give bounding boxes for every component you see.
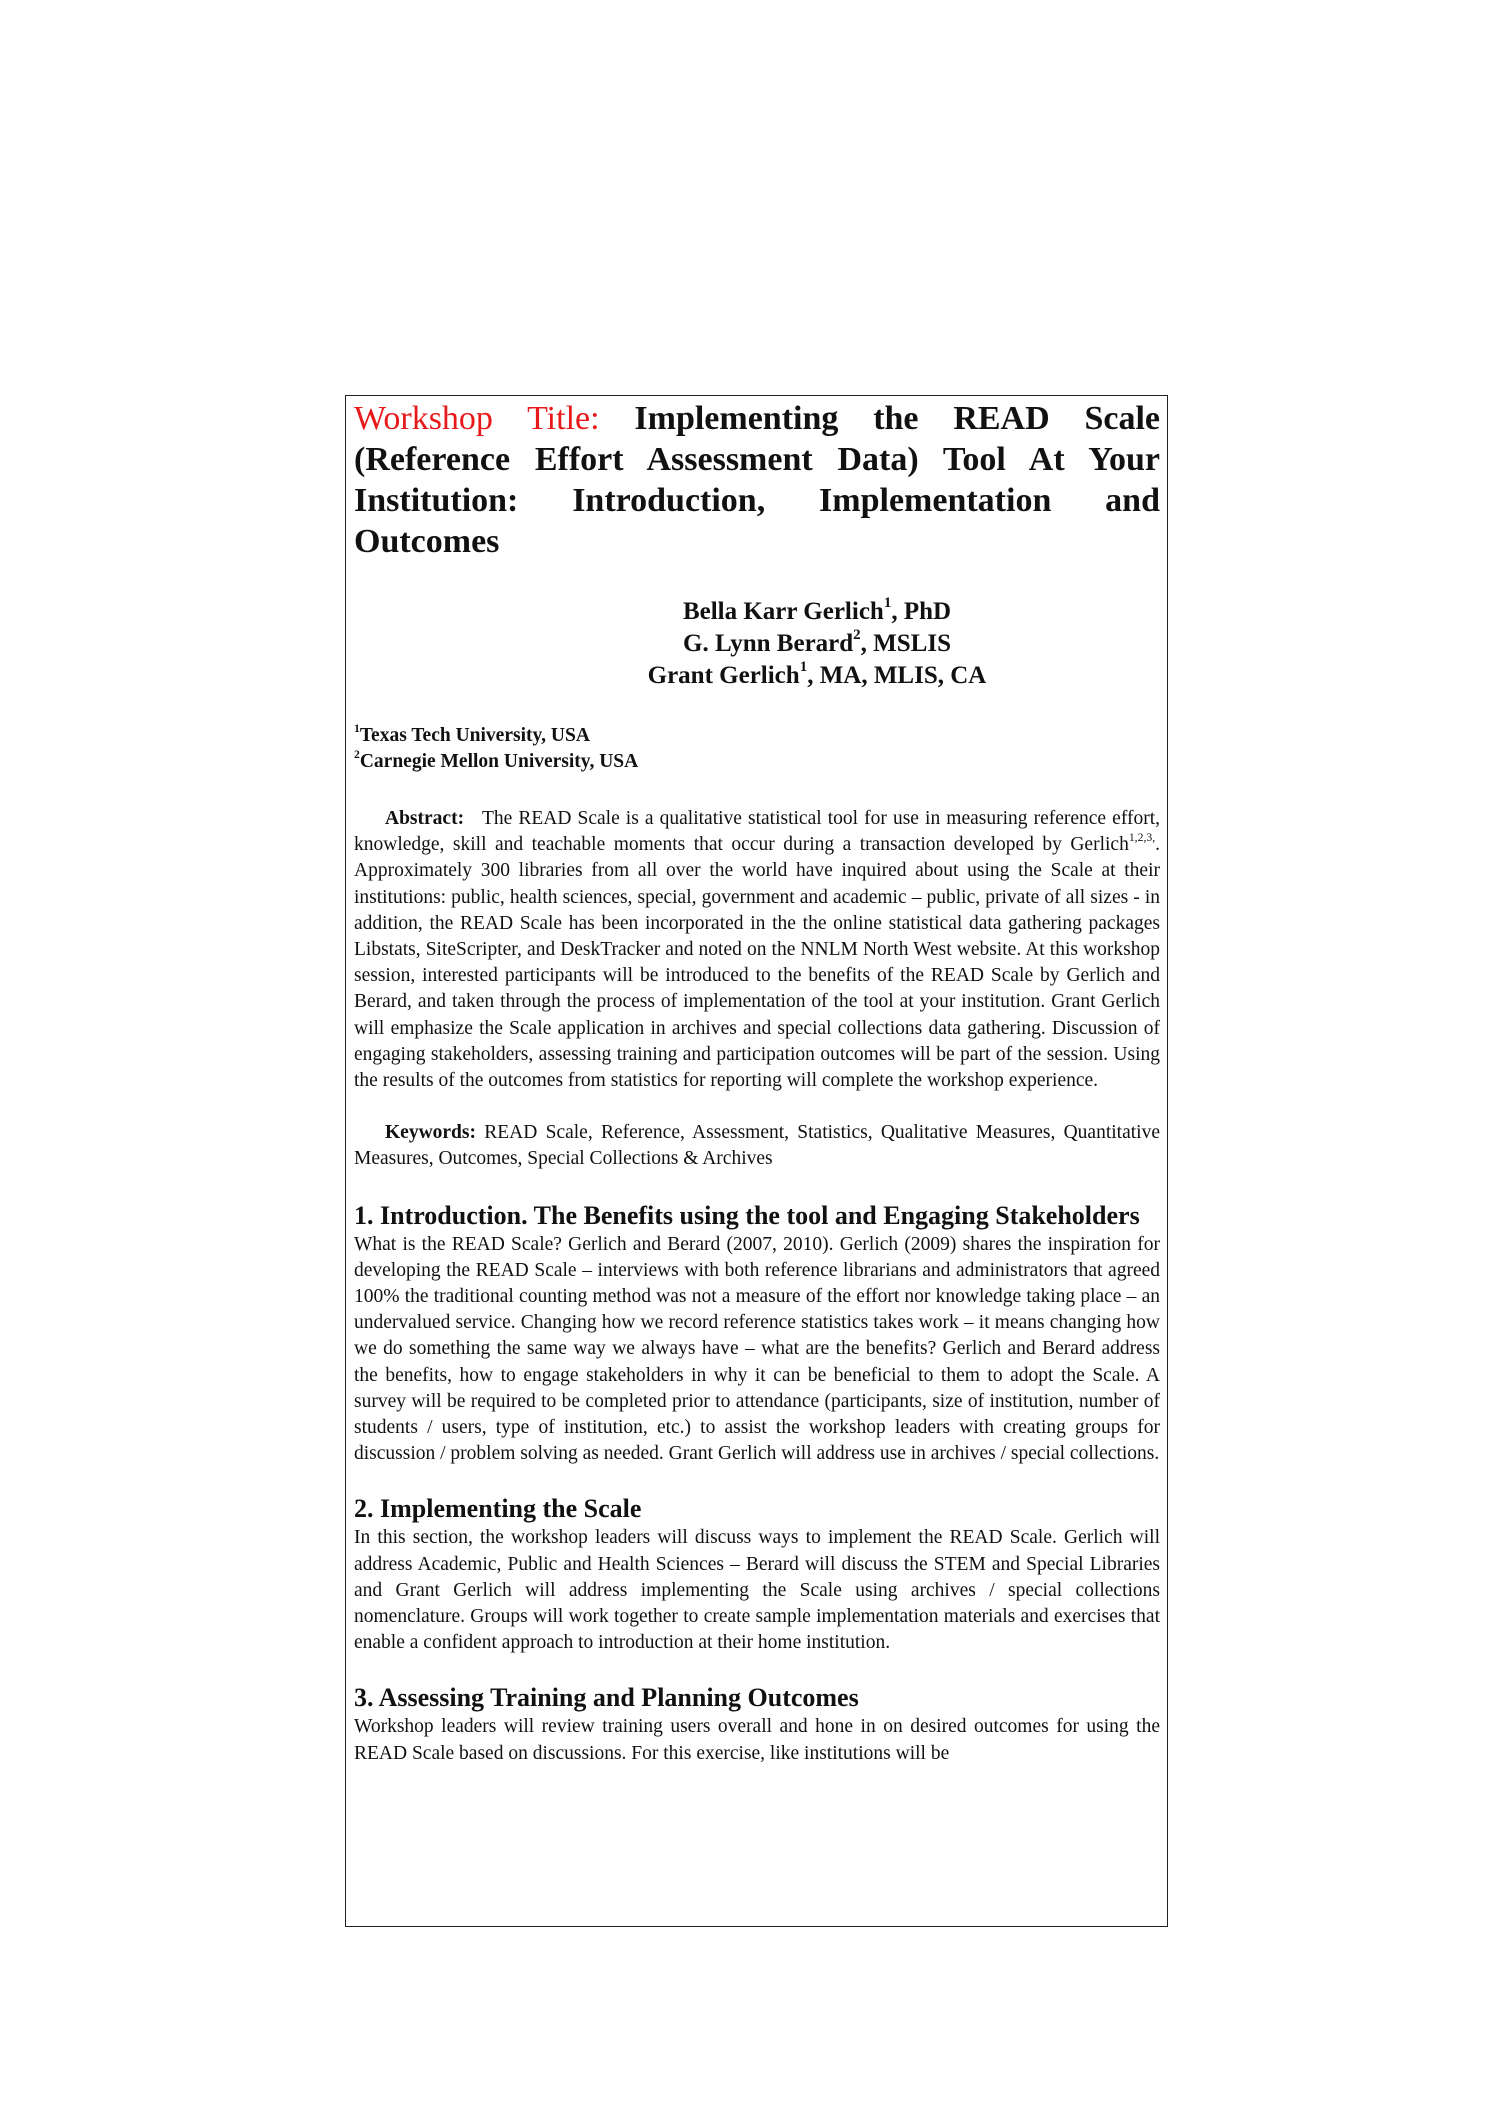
abstract-frame xyxy=(345,395,1168,1927)
affiliation-marker: 1 xyxy=(354,721,360,735)
author-affil-marker: 1 xyxy=(883,595,892,612)
affiliation-2 xyxy=(354,749,1160,775)
author-degree: , MA, MLIS, CA xyxy=(807,662,987,689)
author-3 xyxy=(474,660,1160,692)
affiliation-name: Texas Tech University, USA xyxy=(359,725,590,746)
workshop-title xyxy=(354,396,1160,562)
abstract-citation-marker: 1,2,3, xyxy=(1128,830,1156,844)
section-body-implementing: In this section, the workshop leaders will discuss ways to implement the READ Scale. Gerlich will address Academic, Public and Health Sciences – Berard will discuss the STEM and Special Libraries and Grant Gerlich will address implementing the Scale using archives / special collections nomenclature. Groups will work together to create sample implementation materials and exercises that enable a confident approach to introduction at their home institution. xyxy=(354,1527,1160,1654)
title-text: Implementing the READ Scale (Reference Effort Assessment Data) Tool At Your Institution: Introduction, Implementation and Outcomes xyxy=(354,400,1161,560)
author-degree: , MSLIS xyxy=(860,630,951,657)
section-heading-introduction: 1. Introduction. The Benefits using the tool and Engaging Stakeholders xyxy=(354,1200,1140,1230)
abstract-text-start: The READ Scale is a qualitative statistical tool for use in measuring reference effort, knowledge, skill and teachable moments that occur during a transaction developed by Gerlich xyxy=(354,808,1160,856)
section-body-assessing: Workshop leaders will review training users overall and hone in on desired outcomes for using the READ Scale based on discussions. For this exercise, like institutions will be xyxy=(354,1716,1160,1764)
author-name: G. Lynn Berard xyxy=(683,630,854,657)
abstract-paragraph xyxy=(354,806,1160,1094)
keywords-text: READ Scale, Reference, Assessment, Statistics, Qualitative Measures, Quantitative Measures, Outcomes, Special Collections & Archives xyxy=(354,1122,1160,1170)
affiliation-marker: 2 xyxy=(354,747,360,761)
section-heading-implementing: 2. Implementing the Scale xyxy=(354,1494,642,1524)
section-heading-assessing: 3. Assessing Training and Planning Outcomes xyxy=(354,1683,859,1713)
author-name: Grant Gerlich xyxy=(647,662,800,689)
author-name: Bella Karr Gerlich xyxy=(682,598,884,625)
author-1 xyxy=(474,596,1160,628)
keywords-paragraph xyxy=(354,1120,1160,1172)
section-body-introduction: What is the READ Scale? Gerlich and Berard (2007, 2010). Gerlich (2009) shares the inspiration for developing the READ Scale – interviews with both reference librarians and administrators that agreed 100% the traditional counting method was not a measure of the effort nor knowledge taking place – an undervalued service. Changing how we record reference statistics takes work – it means changing how we do something the same way we always have – what are the benefits? Gerlich and Berard address the benefits, how to engage stakeholders in why it can be beneficial to them to adopt the Scale. A survey will be required to be completed prior to attendance (participants, size of institution, number of students / users, type of institution, etc.) to assist the workshop leaders with creating groups for discussion / problem solving as needed. Grant Gerlich will address use in archives / special collections. xyxy=(354,1233,1160,1465)
author-list xyxy=(354,596,1160,692)
abstract-text-end: . Approximately 300 libraries from all over the world have inquired about using the Scale at their institutions: public, health sciences, special, government and academic – public, private of all sizes - in addition, the READ Scale has been incorporated in the the online statistical data gathering packages Libstats, SiteScripter, and DeskTracker and noted on the NNLM North West website. At this workshop session, interested participants will be introduced to the benefits of the READ Scale by Gerlich and Berard, and taken through the process of implementation of the tool at your institution. Grant Gerlich will emphasize the Scale application in archives and special collections data gathering. Discussion of engaging stakeholders, assessing training and participation outcomes will be part of the session. Using the results of the outcomes from statistics for reporting will complete the workshop experience. xyxy=(354,834,1160,1092)
author-degree: , PhD xyxy=(891,598,952,625)
abstract-label: Abstract: xyxy=(385,808,465,829)
affiliation-list xyxy=(354,723,1160,775)
affiliation-1 xyxy=(354,723,1160,749)
title-label: Workshop Title: xyxy=(354,400,600,437)
author-affil-marker: 1 xyxy=(799,659,808,676)
author-affil-marker: 2 xyxy=(853,627,861,644)
affiliation-name: Carnegie Mellon University, USA xyxy=(359,751,639,772)
keywords-label: Keywords: xyxy=(385,1122,476,1144)
author-2 xyxy=(474,628,1160,660)
